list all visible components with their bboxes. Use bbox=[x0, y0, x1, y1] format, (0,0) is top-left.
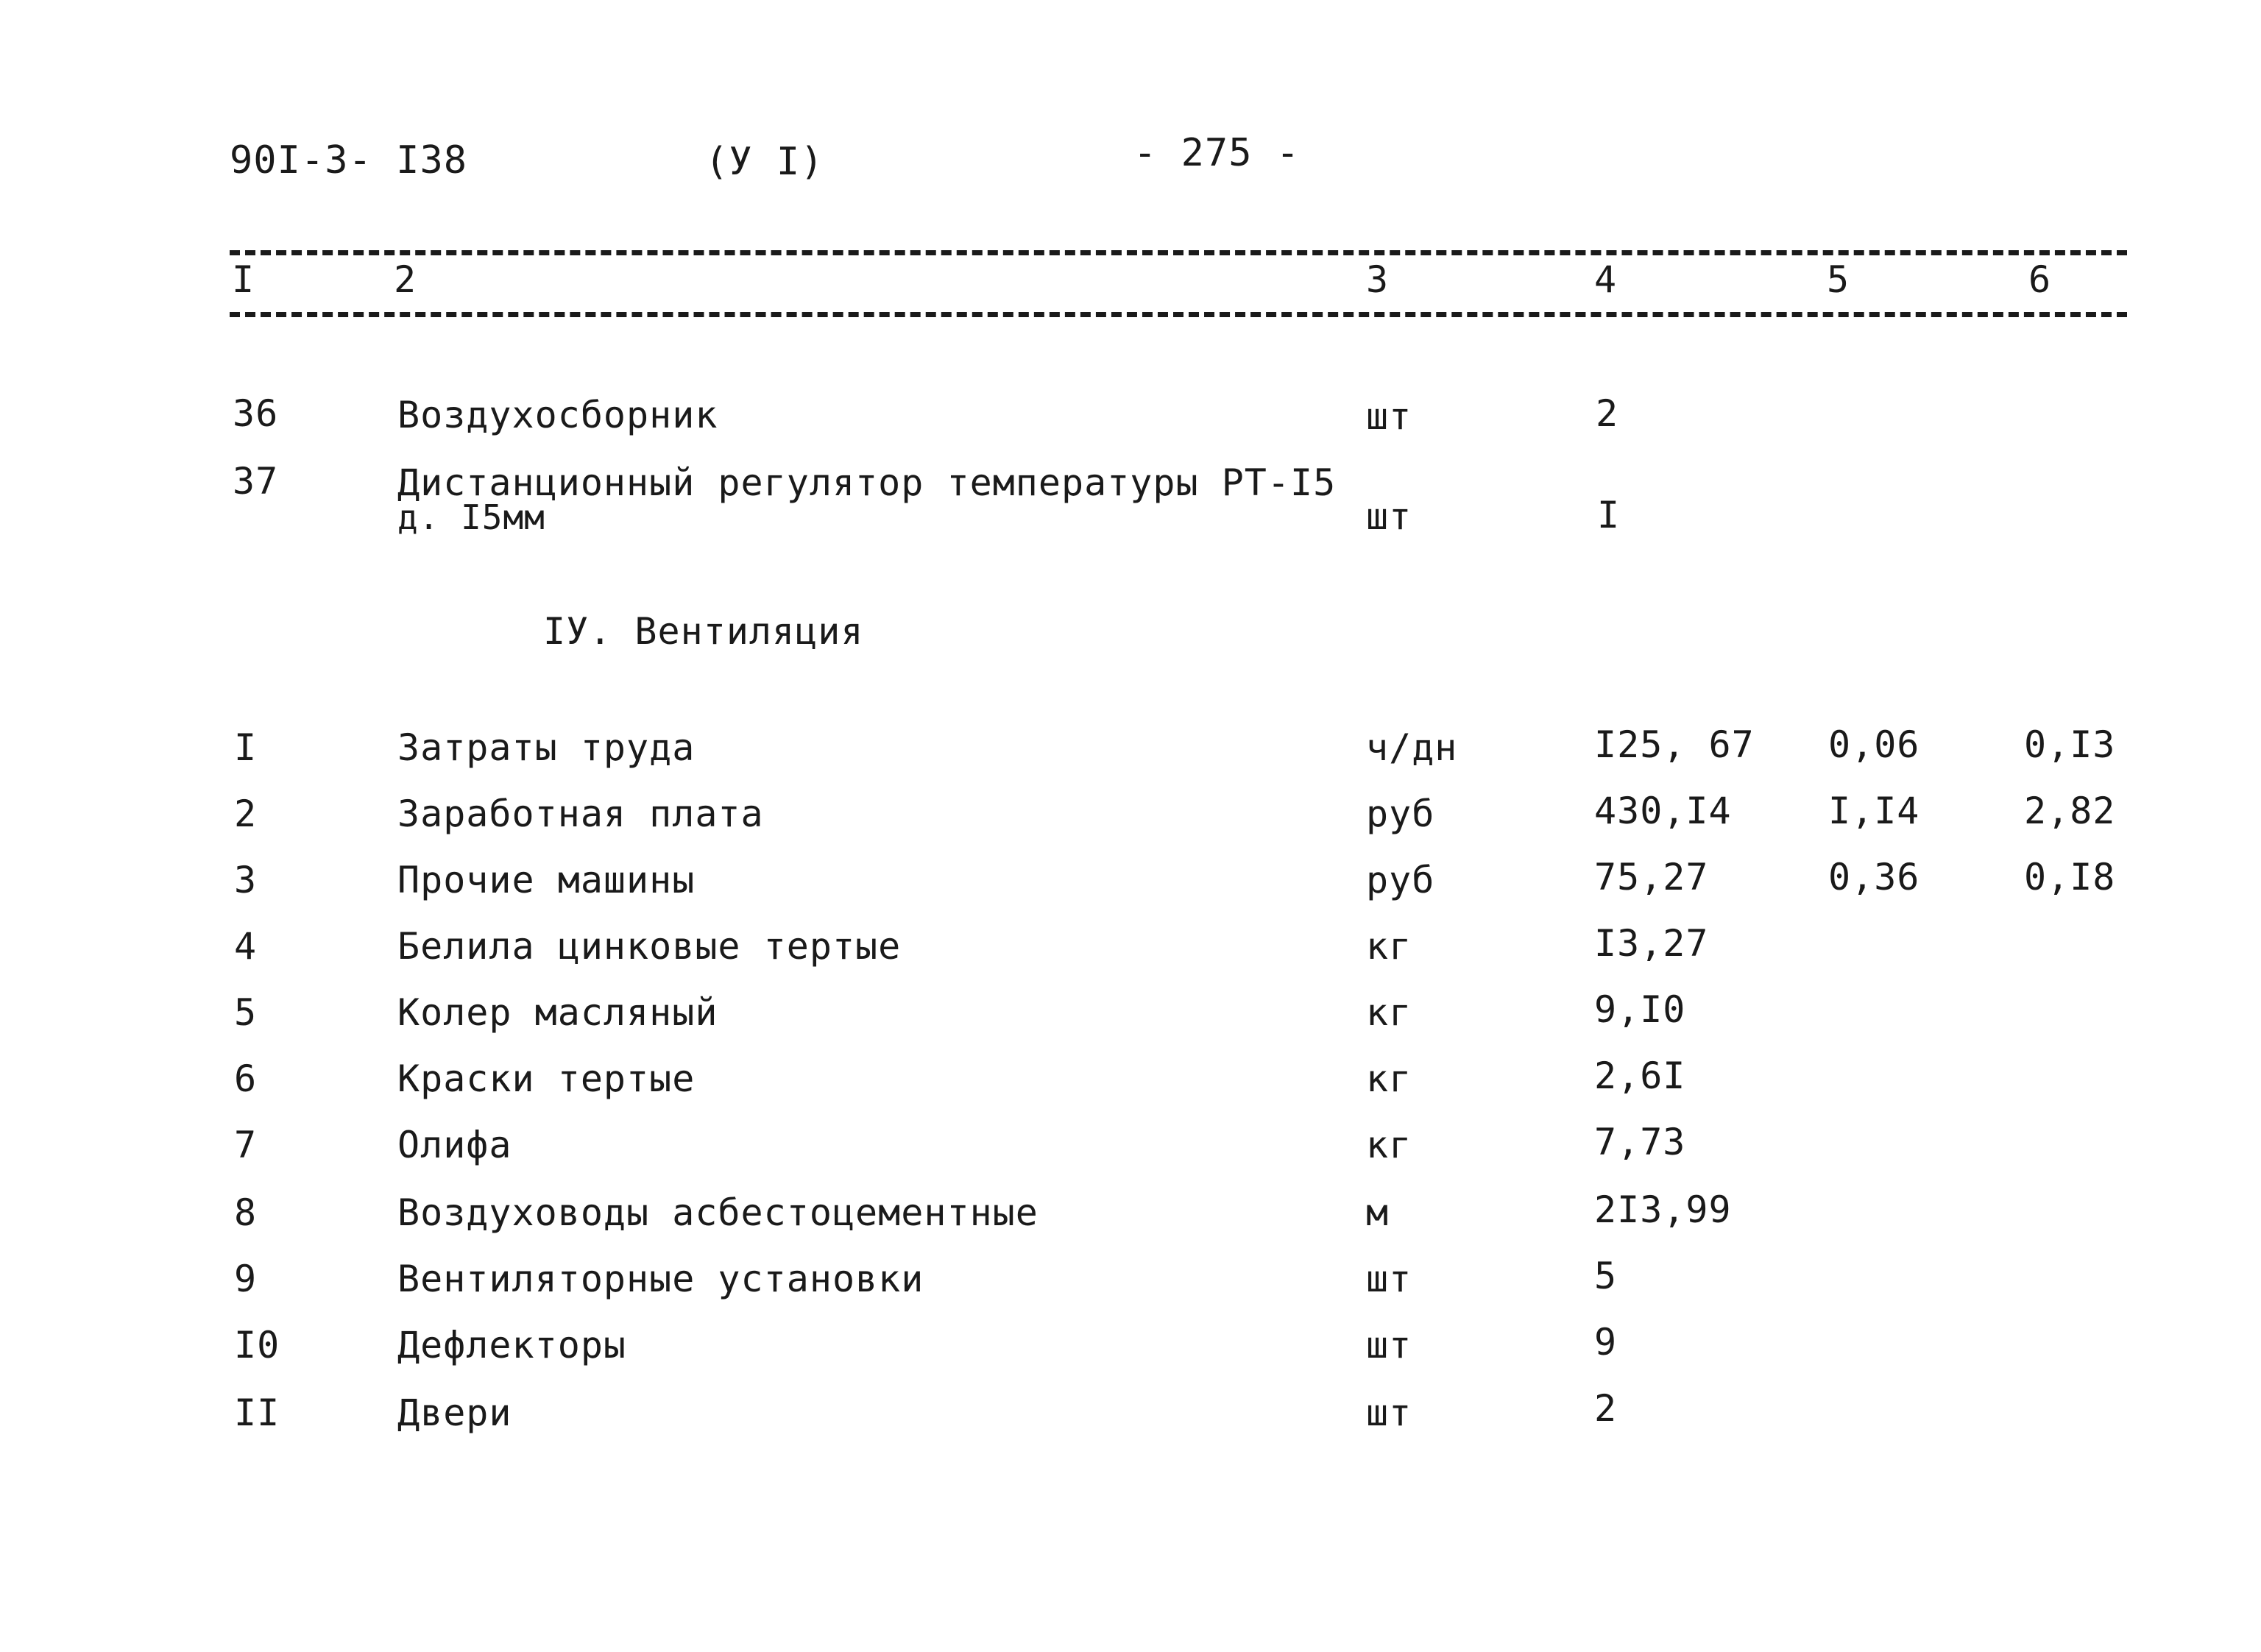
section-title: IУ. Вентиляция bbox=[543, 610, 864, 653]
row-name: Краски тертые bbox=[397, 1057, 696, 1100]
row-name: Олифа bbox=[397, 1124, 512, 1166]
row-unit: шт bbox=[1366, 1324, 1412, 1366]
row-unit: кг bbox=[1366, 991, 1412, 1034]
row-quantity: I bbox=[1597, 494, 1621, 536]
row-number: 36 bbox=[233, 392, 279, 435]
header-top-rule bbox=[230, 250, 2127, 255]
row-unit: кг bbox=[1366, 1124, 1412, 1166]
row-name: Затраты труда bbox=[397, 726, 696, 769]
row-col4: 5 bbox=[1594, 1255, 1618, 1297]
col-num-2: 2 bbox=[394, 258, 417, 301]
row-unit: шт bbox=[1366, 395, 1412, 438]
row-unit: руб bbox=[1366, 859, 1435, 901]
row-name: Белила цинковые тертые bbox=[397, 925, 902, 968]
row-name: Заработная плата bbox=[397, 793, 764, 835]
row-name: Колер масляный bbox=[397, 991, 718, 1034]
document-code: 90I-3- I38 bbox=[230, 138, 468, 182]
row-col4: I3,27 bbox=[1594, 922, 1709, 965]
row-col5: 0,06 bbox=[1828, 723, 1920, 766]
row-col4: I25, 67 bbox=[1594, 723, 1755, 766]
row-col6: 2,82 bbox=[2024, 790, 2116, 832]
row-name: Воздухосборник bbox=[397, 394, 718, 436]
row-name: Вентиляторные установки bbox=[397, 1258, 924, 1300]
row-number: 37 bbox=[233, 460, 279, 503]
row-name-line-1: Дистанционный регулятор температуры РТ-I5 bbox=[397, 461, 1337, 504]
col-num-5: 5 bbox=[1827, 258, 1850, 301]
col-num-1: I bbox=[232, 258, 255, 301]
row-name: Воздуховоды асбестоцементные bbox=[397, 1191, 1038, 1234]
row-name-line-2: д. I5мм bbox=[397, 497, 545, 537]
row-col4: 2 bbox=[1594, 1387, 1618, 1430]
row-name: Дефлекторы bbox=[397, 1324, 627, 1366]
row-unit: шт bbox=[1366, 1392, 1412, 1434]
row-col6: 0,I8 bbox=[2024, 856, 2116, 898]
row-col4: 75,27 bbox=[1594, 856, 1709, 898]
row-number: I bbox=[234, 726, 258, 769]
row-number: 9 bbox=[234, 1258, 258, 1300]
row-number: I0 bbox=[234, 1324, 280, 1366]
row-number: 2 bbox=[234, 793, 258, 835]
row-unit: м bbox=[1366, 1191, 1390, 1234]
row-number: 4 bbox=[234, 925, 258, 968]
row-unit: ч/дн bbox=[1366, 726, 1458, 769]
row-col4: 2I3,99 bbox=[1594, 1188, 1732, 1231]
row-number: II bbox=[234, 1392, 280, 1434]
row-col5: 0,36 bbox=[1828, 856, 1920, 898]
row-name: Двери bbox=[397, 1392, 512, 1434]
row-unit: шт bbox=[1366, 495, 1412, 538]
row-col5: I,I4 bbox=[1828, 790, 1920, 832]
row-unit: шт bbox=[1366, 1258, 1412, 1300]
col-num-6: 6 bbox=[2028, 258, 2052, 301]
row-number: 3 bbox=[234, 859, 258, 901]
row-col4: 9 bbox=[1594, 1321, 1618, 1364]
row-number: 5 bbox=[234, 991, 258, 1034]
page-number: - 275 - bbox=[1133, 131, 1301, 175]
header-bottom-rule bbox=[230, 312, 2127, 317]
row-unit: кг bbox=[1366, 925, 1412, 968]
row-name: Прочие машины bbox=[397, 859, 696, 901]
row-col4: 430,I4 bbox=[1594, 790, 1732, 832]
row-col4: 2,6I bbox=[1594, 1054, 1686, 1097]
row-col4: 9,I0 bbox=[1594, 988, 1686, 1031]
row-unit: руб bbox=[1366, 793, 1435, 835]
col-num-3: 3 bbox=[1366, 258, 1390, 301]
volume-label: (У I) bbox=[705, 140, 824, 184]
row-number: 7 bbox=[234, 1124, 258, 1166]
col-num-4: 4 bbox=[1594, 258, 1618, 301]
row-number: 8 bbox=[234, 1191, 258, 1234]
row-quantity: 2 bbox=[1596, 392, 1619, 435]
row-unit: кг bbox=[1366, 1057, 1412, 1100]
row-number: 6 bbox=[234, 1057, 258, 1100]
row-col4: 7,73 bbox=[1594, 1121, 1686, 1163]
row-col6: 0,I3 bbox=[2024, 723, 2116, 766]
